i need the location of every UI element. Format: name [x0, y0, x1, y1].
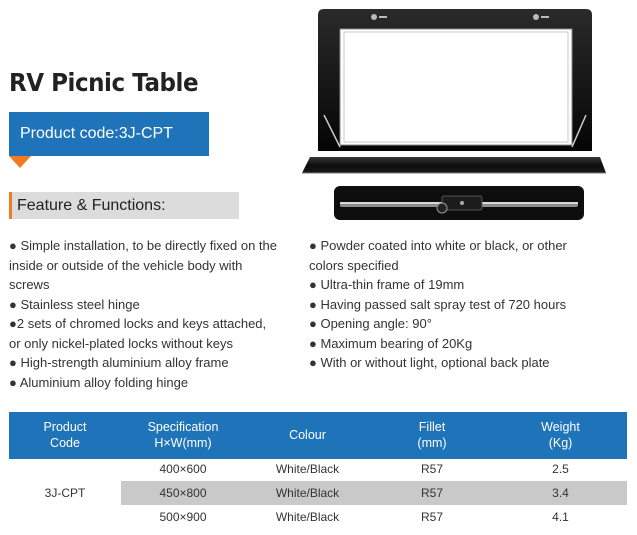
cell-spec: 400×600	[159, 462, 207, 476]
features-list-left	[9, 236, 277, 392]
cell-weight: 2.5	[552, 462, 569, 476]
cell-fillet: R57	[420, 510, 443, 524]
feature-item: ● Having passed salt spray test of 720 hours	[309, 296, 567, 312]
heading-accent-bar	[9, 192, 12, 219]
picnic-table-image	[300, 5, 610, 177]
header-line: Code	[50, 435, 80, 450]
header-line: (Kg)	[548, 435, 573, 450]
feature-item: ● Stainless steel hinge	[9, 296, 140, 312]
cell-fillet: R57	[370, 481, 494, 505]
features-heading-banner	[9, 192, 239, 219]
feature-item: ● Simple installation, to be directly fixed on the inside or outside of the vehicle body with screws	[9, 238, 277, 292]
product-code-banner: Product code:3J-CPT	[9, 112, 209, 156]
header-specification	[121, 412, 245, 457]
cell-weight: 4.1	[552, 510, 569, 524]
header-line: Weight	[541, 419, 580, 434]
table-header-row	[9, 412, 627, 457]
feature-item: ● With or without light, optional back plate	[309, 355, 550, 370]
banner-pointer	[9, 156, 31, 168]
table-header-underline	[9, 457, 627, 459]
page-title: RV Picnic Table	[9, 68, 199, 97]
cell-product-code: 3J-CPT	[44, 486, 86, 500]
header-product-code	[9, 412, 121, 457]
header-line: Specification	[147, 419, 219, 434]
cell-spec: 500×900	[159, 510, 207, 524]
feature-item: ● Ultra-thin frame of 19mm	[309, 277, 465, 292]
feature-item: ● High-strength aluminium alloy frame	[9, 355, 229, 370]
cell-fillet: R57	[420, 462, 443, 476]
hinge-detail-image	[334, 186, 584, 220]
specification-table	[9, 412, 627, 529]
cell-colour: White/Black	[275, 462, 340, 476]
header-line: Product	[43, 419, 87, 434]
feature-item: ● Aluminium alloy folding hinge	[9, 374, 189, 390]
features-heading: Feature & Functions:	[17, 197, 166, 214]
features-list-right	[309, 236, 599, 373]
feature-item: ● Opening angle: 90°	[309, 316, 432, 331]
header-line: (mm)	[417, 435, 447, 450]
header-colour	[245, 412, 370, 457]
table-row	[9, 457, 627, 481]
feature-item: ● Powder coated into white or black, or other colors specified	[309, 238, 567, 273]
header-fillet	[370, 412, 494, 457]
cell-weight: 3.4	[494, 481, 627, 505]
cell-spec: 450×800	[121, 481, 245, 505]
header-line: H×W(mm)	[154, 435, 212, 450]
feature-item: ● Maximum bearing of 20Kg	[309, 335, 473, 351]
header-line: Fillet	[418, 419, 446, 434]
header-weight	[494, 412, 627, 457]
feature-item: ●2 sets of chromed locks and keys attached, or only nickel-plated locks without keys	[9, 316, 267, 351]
header-line: Colour	[289, 427, 326, 442]
cell-colour: White/Black	[245, 481, 370, 505]
cell-colour: White/Black	[275, 510, 340, 524]
